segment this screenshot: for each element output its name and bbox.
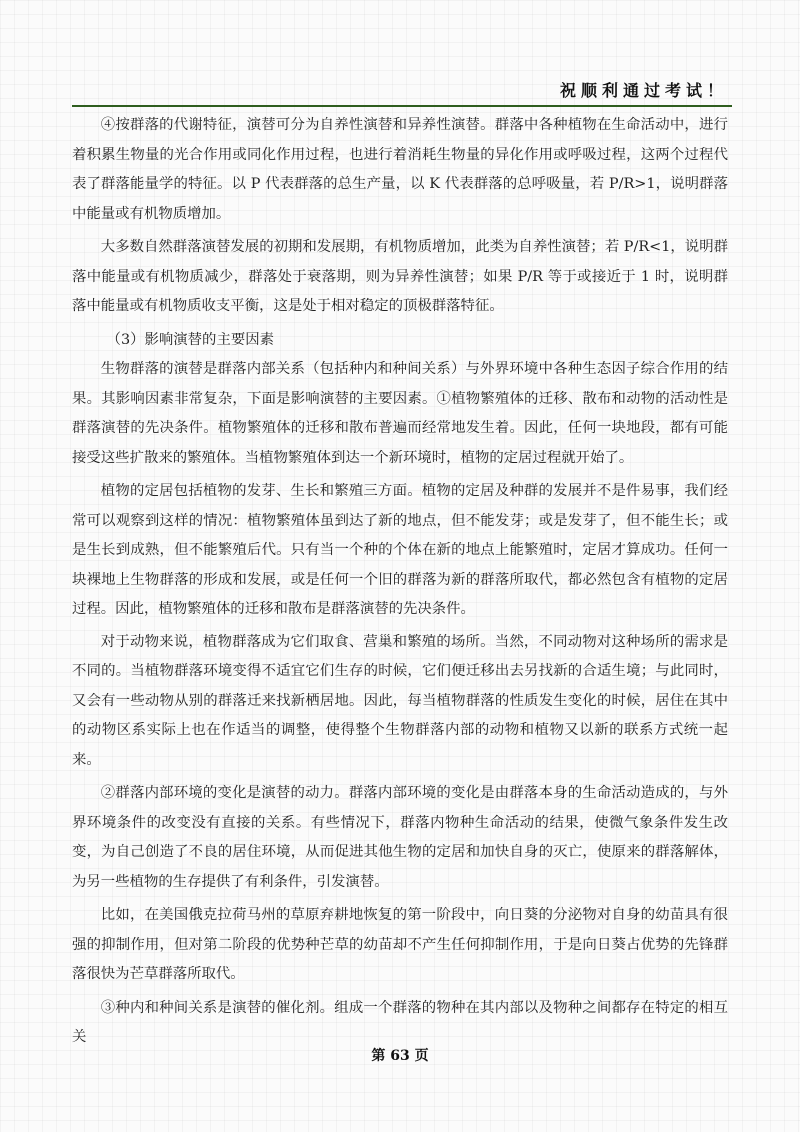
paragraph-plant-settlement: 植物的定居包括植物的发芽、生长和繁殖三方面。植物的定居及种群的发展并不是件易事，我们经常可以观察到这样的情况：植物繁殖体虽到达了新的地点，但不能发芽；或是发芽了，但不能生长；或是生长到成熟，但不能繁殖后代。只有当一个种的个体在新的地点上能繁殖时，定居才算成功。任何一块裸地上生物群落的形成和发展，或是任何一个旧的群落为新的群落所取代，都必然包含有植物的定居过程。因此，植物繁殖体的迁移和散布是群落演替的先决条件。 [72, 483, 728, 617]
paragraph-species-relations: ③种内和种间关系是演替的催化剂。组成一个群落的物种在其内部以及物种之间都存在特定的相互关 [72, 999, 728, 1045]
paragraph-metabolic-succession: ④按群落的代谢特征，演替可分为自养性演替和异养性演替。群落中各种植物在生命活动中，进行着积累生物量的光合作用或同化作用过程，也进行着消耗生物量的异化作用或呼吸过程，这两个过程代表了群落能量学的特征。以 P 代表群落的总生产量，以 K 代表群落的总呼吸量，若 P/R>1，说明群落中能量或有机物质增加。 [72, 117, 728, 222]
paragraph-oklahoma-example: 比如，在美国俄克拉荷马州的草原弃耕地恢复的第一阶段中，向日葵的分泌物对自身的幼苗具有很强的抑制作用，但对第二阶段的优势种芒草的幼苗却不产生任何抑制作用，于是向日葵占优势的先锋群落很快为芒草群落所取代。 [72, 907, 728, 982]
header-divider [72, 105, 732, 107]
paragraph-autotrophic-heterotrophic: 大多数自然群落演替发展的初期和发展期，有机物质增加，此类为自养性演替；若 P/R<1，说明群落中能量或有机物质减少，群落处于衰落期，则为异养性演替；如果 P/R 等于或接近于 1 时，说明群落中能量或有机物质收支平衡，这是处于相对稳定的顶极群落特征。 [72, 239, 728, 314]
paragraph-animals: 对于动物来说，植物群落成为它们取食、营巢和繁殖的场所。当然，不同动物对这种场所的需求是不同的。当植物群落环境变得不适宜它们生存的时候，它们便迁移出去另找新的合适生境；与此同时，又会有一些动物从别的群落迁来找新栖居地。因此，每当植物群落的性质发生变化的时候，居住在其中的动物区系实际上也在作适当的调整，使得整个生物群落内部的动物和植物又以新的联系方式统一起来。 [72, 633, 728, 768]
document-body [72, 111, 728, 1053]
paragraph-factors-intro: 生物群落的演替是群落内部关系（包括种内和种间关系）与外界环境中各种生态因子综合作用的结果。其影响因素非常复杂，下面是影响演替的主要因素。①植物繁殖体的迁移、散布和动物的活动性是群落演替的先决条件。植物繁殖体的迁移和散布普遍而经常地发生着。因此，任何一块地段，都有可能接受这些扩散来的繁殖体。当植物繁殖体到达一个新环境时，植物的定居过程就开始了。 [72, 361, 728, 466]
page-number: 第 63 页 [371, 1048, 429, 1064]
header-slogan: 祝顺利通过考试！ [559, 81, 728, 100]
paragraph-internal-environment: ②群落内部环境的变化是演替的动力。群落内部环境的变化是由群落本身的生命活动造成的，与外界环境条件的改变没有直接的关系。有些情况下，群落内物种生命活动的结果，使微气象条件发生改变，为自己创造了不良的居住环境，从而促进其他生物的定居和加快自身的灭亡，使原来的群落解体，为另一些植物的生存提供了有利条件，引发演替。 [72, 785, 728, 890]
section-heading-factors: （3）影响演替的主要因素 [106, 331, 275, 348]
